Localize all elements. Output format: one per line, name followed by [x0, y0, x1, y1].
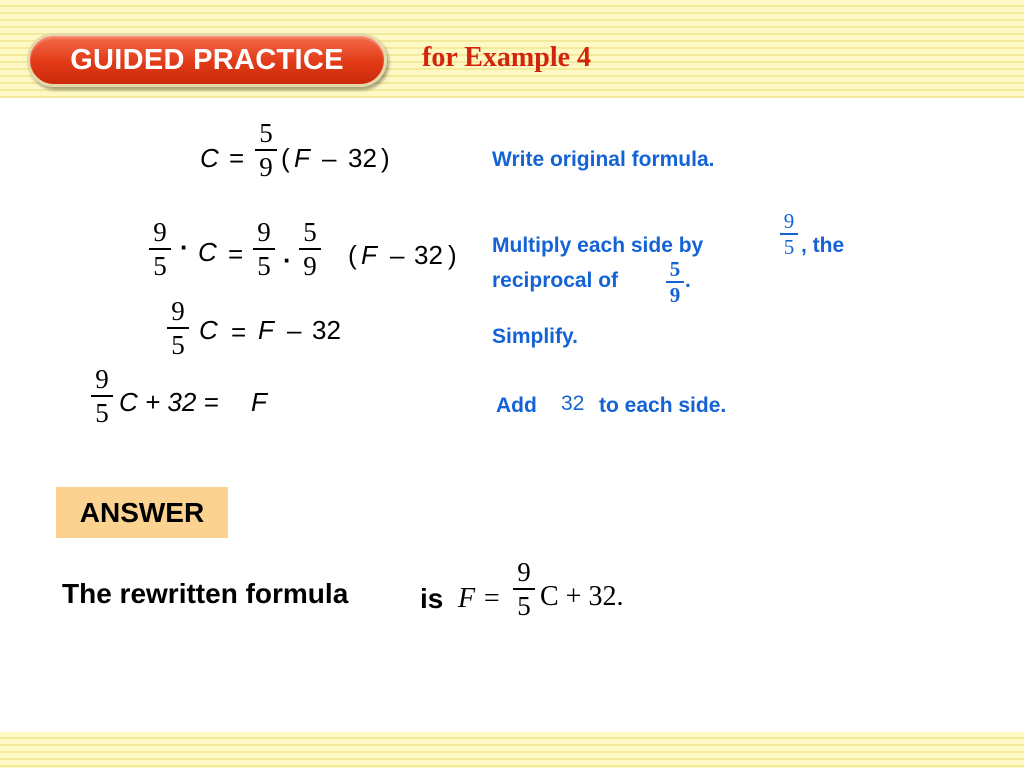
frac-den: 5: [517, 591, 531, 621]
step4-note-prefix: Add: [496, 394, 537, 417]
step1-paren-open: (: [281, 143, 290, 173]
step2-minus: –: [390, 240, 405, 270]
frac-den: 9: [669, 282, 681, 307]
fraction-bar: [253, 248, 275, 250]
fraction-bar: [255, 149, 277, 151]
step2-fraction-b: [298, 217, 322, 281]
frac-den: 5: [171, 330, 185, 360]
step1-paren-close: ): [381, 143, 390, 173]
fraction-bar: [513, 588, 535, 590]
step2-paren-open: (: [348, 240, 357, 270]
frac-den: 5: [783, 234, 795, 259]
fraction-bar: [91, 395, 113, 397]
step3-lhs-var: C: [199, 315, 218, 345]
frac-num: 9: [783, 209, 795, 233]
step2-fraction-a: [252, 217, 276, 281]
step1-frac-num: 5: [259, 118, 273, 148]
step3-lead-fraction: [166, 296, 190, 360]
answer-text: The rewritten formula: [62, 578, 349, 609]
step3-equals: =: [231, 317, 247, 347]
step2-note-fraction: [779, 210, 799, 258]
step4-lhs-expr: C + 32 =: [119, 387, 219, 417]
step2-note-line2-end: .: [685, 269, 691, 292]
step4-note-suffix: to each side.: [599, 394, 727, 417]
frac-den: 5: [153, 251, 167, 281]
step2-paren-close: ): [448, 240, 457, 270]
step1-note: Write original formula.: [492, 148, 715, 171]
step2-const: 32: [414, 240, 443, 270]
frac-num: 5: [669, 257, 681, 281]
step4-lead-fraction: [90, 364, 114, 428]
answer-fraction: [512, 557, 536, 621]
step3-const: 32: [312, 315, 341, 345]
frac-num: 9: [171, 296, 185, 326]
answer-is: is: [420, 583, 444, 614]
fraction-bar: [299, 248, 321, 250]
step1-fraction: [254, 118, 278, 182]
step2-note-line1: Multiply each side by: [492, 234, 704, 257]
step2-note-line2: reciprocal of: [492, 269, 619, 292]
step2-dot2: ·: [283, 245, 292, 275]
frac-num: 9: [153, 217, 167, 247]
step2-dot: ·: [180, 232, 189, 262]
example-title: for Example 4: [422, 42, 592, 73]
fraction-bar: [167, 327, 189, 329]
fraction-bar: [149, 248, 171, 250]
step2-equals: =: [228, 239, 244, 269]
step1-var-f: F: [294, 143, 310, 173]
footer-band: [0, 732, 1024, 768]
step3-var-f: F: [258, 315, 274, 345]
answer-expr-rhs: C + 32.: [540, 581, 624, 612]
step2-var-f: F: [361, 240, 377, 270]
guided-practice-badge: [27, 33, 387, 87]
step1-const: 32: [348, 143, 377, 173]
step3-note: Simplify.: [492, 325, 578, 348]
frac-den: 9: [303, 251, 317, 281]
step1-lhs-var: C: [200, 143, 219, 173]
frac-num: 5: [303, 217, 317, 247]
step2-note-line1-end: , the: [801, 234, 845, 257]
step1-frac-den: 9: [259, 152, 273, 182]
frac-num: 9: [257, 217, 271, 247]
step2-lhs-var: C: [198, 237, 217, 267]
frac-den: 5: [95, 398, 109, 428]
answer-label: ANSWER: [79, 496, 205, 528]
step1-minus: –: [322, 143, 337, 173]
frac-num: 9: [95, 364, 109, 394]
step4-note-value: 32: [561, 392, 585, 415]
step4-var-f: F: [251, 387, 267, 417]
step1-equals: =: [229, 143, 245, 173]
step3-minus: –: [287, 315, 302, 345]
frac-num: 9: [517, 557, 531, 587]
answer-expr-lhs: F =: [458, 583, 501, 614]
step2-lead-fraction: [148, 217, 172, 281]
step2-note-fraction-2: [665, 258, 685, 306]
frac-den: 5: [257, 251, 271, 281]
guided-practice-label: GUIDED PRACTICE: [70, 43, 344, 76]
answer-box: [56, 487, 228, 538]
